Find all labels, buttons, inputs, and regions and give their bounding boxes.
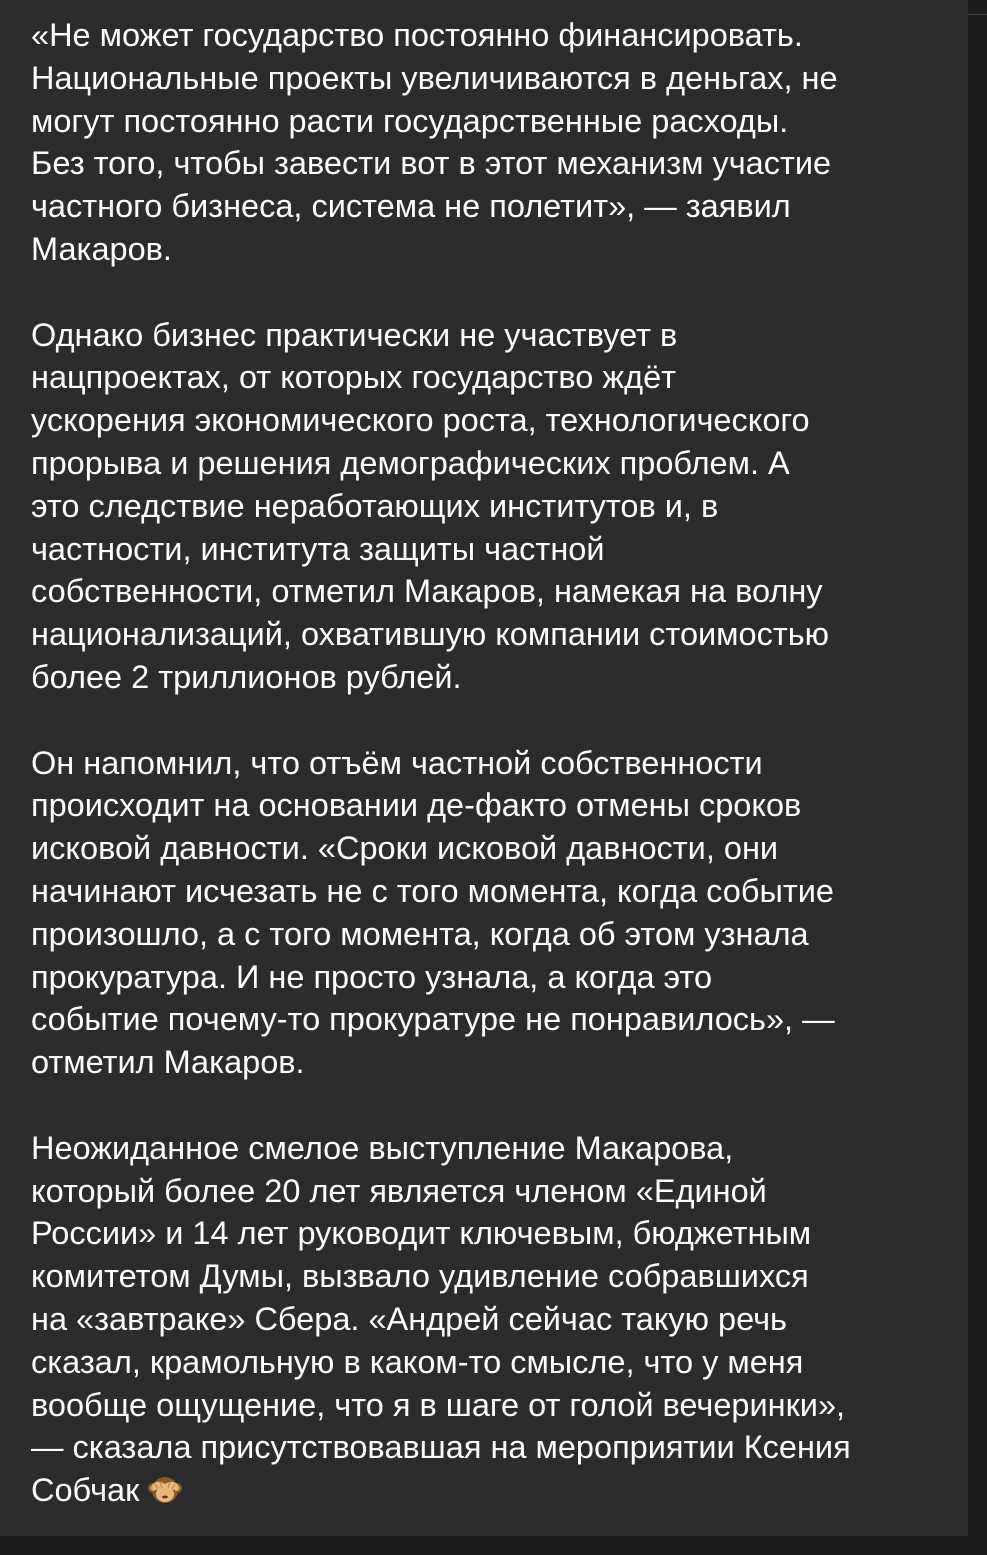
text-line: Он напомнил, что отъём частной собственности: [31, 744, 763, 781]
text-line: отметил Макаров.: [31, 1044, 305, 1081]
see-no-evil-monkey-icon: [147, 1471, 183, 1507]
text-line: произошло, а с того момента, когда об этом узнала: [31, 915, 809, 952]
text-line: комитетом Думы, вызвало удивление собравшихся: [31, 1258, 809, 1295]
paragraph-2: [31, 314, 966, 699]
text-line: более 2 триллионов рублей.: [31, 658, 462, 695]
text-line: национализаций, охватившую компании стоимостью: [31, 616, 830, 653]
text-line: исковой давности. «Сроки исковой давности, они: [31, 830, 779, 867]
text-line: начинают исчезать не с того момента, когда событие: [31, 872, 834, 909]
text-line: сказал, крамольную в каком-то смысле, что у меня: [31, 1343, 804, 1380]
text-line: частного бизнеса, система не полетит», — заявил: [31, 188, 791, 225]
text-line: прокуратура. И не просто узнала, а когда это: [31, 958, 713, 995]
text-line: который более 20 лет является членом «Единой: [31, 1172, 767, 1209]
text-line: частности, института защиты частной: [31, 530, 605, 567]
text-line: событие почему-то прокуратуре не понравилось», —: [31, 1001, 835, 1038]
paragraph-1: [31, 14, 966, 271]
text-line: могут постоянно расти государственные расходы.: [31, 102, 789, 139]
last-line: [31, 1469, 966, 1512]
text-line: на «завтраке» Сбера. «Андрей сейчас такую речь: [31, 1300, 787, 1337]
paragraph-4: [31, 1127, 966, 1512]
text-line: Национальные проекты увеличиваются в деньгах, не: [31, 59, 838, 96]
text-line: ускорения экономического роста, технологического: [31, 402, 810, 439]
text-line: нацпроектах, от которых государство ждёт: [31, 359, 677, 396]
text-line: вообще ощущение, что я в шаге от голой вечеринки»,: [31, 1386, 846, 1423]
text-line: — сказала присутствовавшая на мероприятии Ксения: [31, 1429, 851, 1466]
text-line: Неожиданное смелое выступление Макарова,: [31, 1129, 734, 1166]
text-line: Однако бизнес практически не участвует в: [31, 316, 678, 353]
text-line: происходит на основании де-факто отмены сроков: [31, 787, 802, 824]
text-line: прорыва и решения демографических проблем. А: [31, 444, 790, 481]
text-line: собственности, отметил Макаров, намекая на волну: [31, 573, 823, 610]
text-line: Макаров.: [31, 230, 172, 267]
message-text: [31, 14, 966, 1555]
text-line: Собчак: [31, 1472, 140, 1509]
paragraph-3: [31, 742, 966, 1084]
text-line: Без того, чтобы завести вот в этот механизм участие: [31, 145, 832, 182]
text-line: это следствие неработающих институтов и, в: [31, 487, 719, 524]
text-line: России» и 14 лет руководит ключевым, бюджетным: [31, 1215, 812, 1252]
text-line: «Не может государство постоянно финансировать.: [31, 17, 803, 53]
